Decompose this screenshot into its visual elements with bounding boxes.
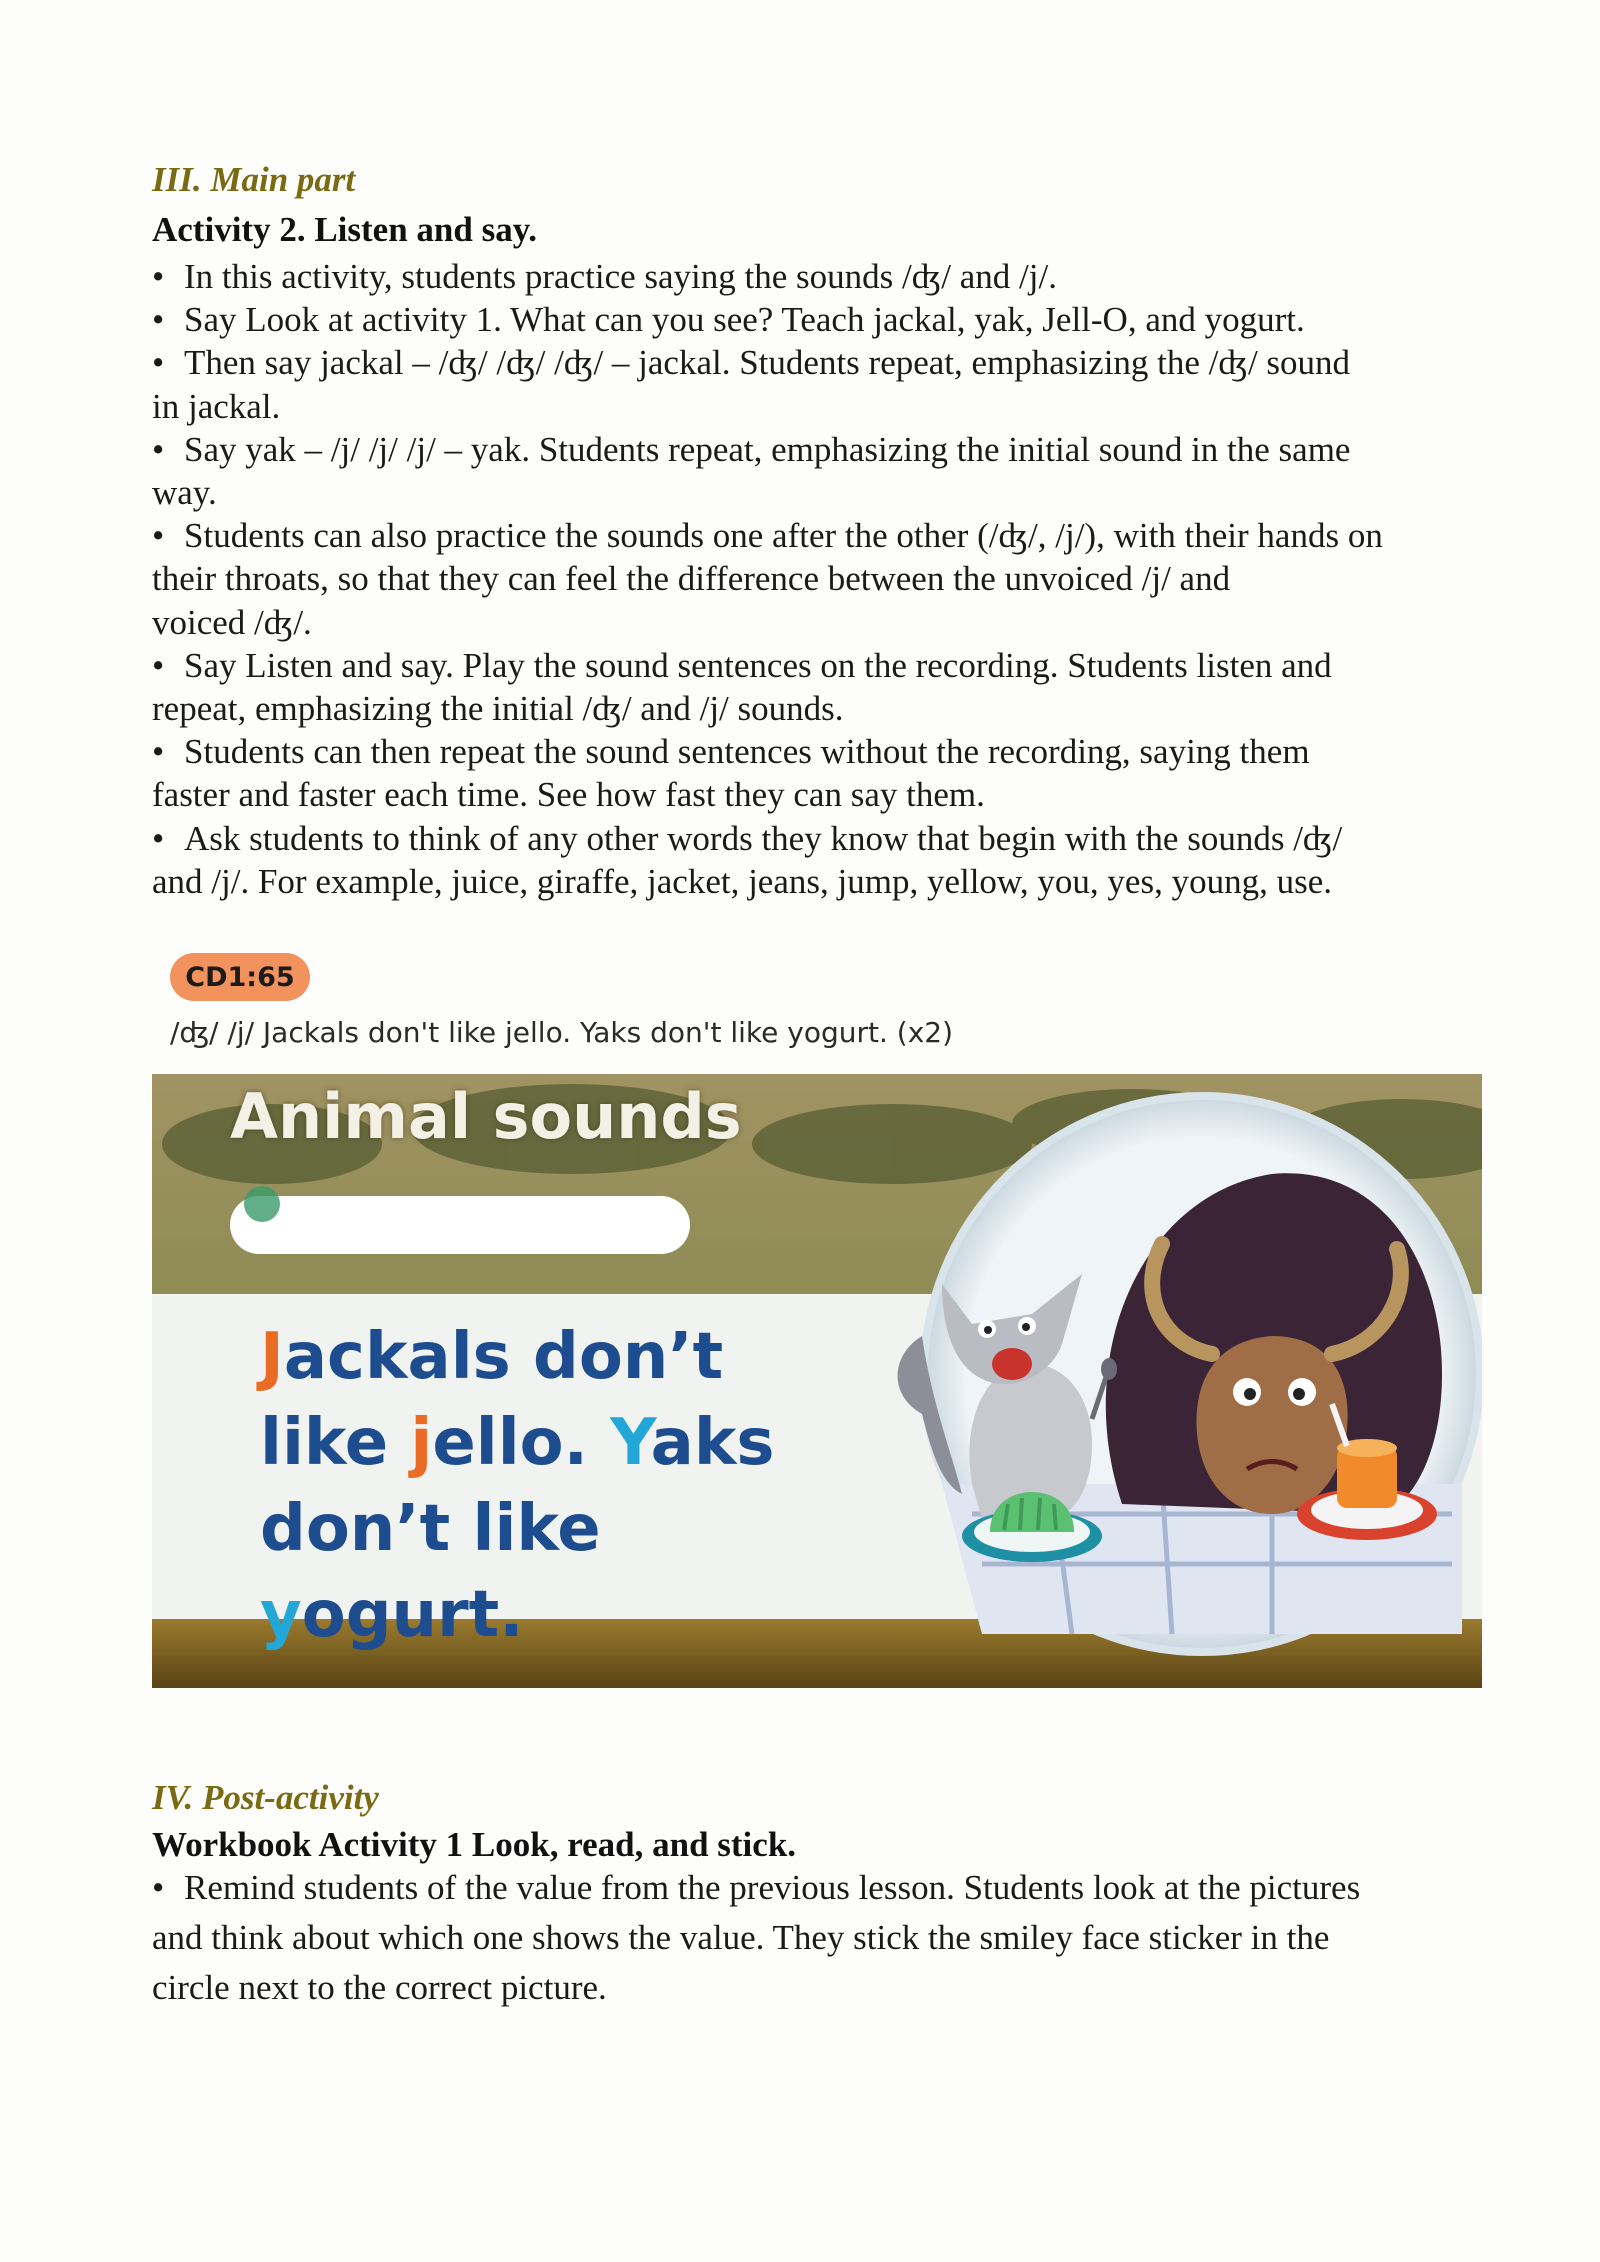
text-line: • Say yak – /j/ /j/ /j/ – yak. Students repeat, emphasizing the initial sound in the same: [152, 428, 1492, 471]
text-line: way.: [152, 473, 217, 513]
sentence-part: ello.: [432, 1406, 611, 1480]
text-line: and /j/. For example, juice, giraffe, jacket, jeans, jump, yellow, you, yes, young, use.: [152, 861, 1332, 901]
sound-sentence: [260, 1314, 860, 1658]
green-dot-icon: [244, 1186, 280, 1222]
bullet-icon: •: [152, 732, 165, 772]
audio-track-badge: CD1:65: [170, 953, 310, 1001]
text-line: • Then say jackal – /ʤ/ /ʤ/ /ʤ/ – jackal. Students repeat, emphasizing the /ʤ/ sound: [152, 341, 1492, 384]
bullet-icon: •: [152, 516, 165, 556]
sound-sentence-illustration: [152, 1074, 1482, 1688]
sentence-part: J: [260, 1320, 284, 1394]
bullet-icon: •: [152, 1868, 165, 1907]
post-activity-heading: IV. Post-activity: [152, 1778, 379, 1817]
sentence-part: j: [410, 1406, 433, 1480]
text-line: faster and faster each time. See how fast they can say them.: [152, 775, 985, 815]
text-line: their throats, so that they can feel the difference between the unvoiced /j/ and: [152, 559, 1231, 599]
workbook-activity-title: Workbook Activity 1 Look, read, and stick.: [152, 1825, 797, 1864]
post-activity-body: [152, 1863, 1492, 2013]
text-line: circle next to the correct picture.: [152, 1968, 607, 2007]
sentence-part: aks don’t like: [260, 1406, 775, 1566]
bullet-icon: •: [152, 429, 165, 469]
text-line: in jackal.: [152, 386, 281, 426]
text-line: repeat, emphasizing the initial /ʤ/ and /j/ sounds.: [152, 689, 844, 729]
blank-label-pill: [230, 1196, 690, 1254]
text-line: • In this activity, students practice saying the sounds /ʤ/ and /j/.: [152, 255, 1492, 298]
sentence-part: y: [260, 1578, 302, 1652]
audio-transcript: /ʤ/ /j/ Jackals don't like jello. Yaks don't like yogurt. (x2): [170, 1016, 954, 1049]
sentence-part: ackals don’t like: [260, 1320, 724, 1480]
bullet-icon: •: [152, 818, 165, 858]
main-part-body: [152, 255, 1492, 903]
text-line: • Say Listen and say. Play the sound sentences on the recording. Students listen and: [152, 644, 1492, 687]
text-line: • Say Look at activity 1. What can you see? Teach jackal, yak, Jell-O, and yogurt.: [152, 298, 1492, 341]
text-line: • Ask students to think of any other words they know that begin with the sounds /ʤ/: [152, 817, 1492, 860]
bullet-icon: •: [152, 343, 165, 383]
text-line: and think about which one shows the value. They stick the smiley face sticker in the: [152, 1918, 1330, 1957]
bullet-icon: •: [152, 257, 165, 296]
text-line: • Students can then repeat the sound sentences without the recording, saying them: [152, 730, 1492, 773]
banner-title: Animal sounds: [230, 1080, 742, 1153]
sentence-part: ogurt.: [301, 1578, 524, 1652]
text-line: • Students can also practice the sounds one after the other (/ʤ/, /j/), with their hands on: [152, 514, 1492, 557]
text-line: • Remind students of the value from the previous lesson. Students look at the pictures: [152, 1863, 1492, 1913]
bullet-icon: •: [152, 300, 165, 340]
main-part-heading: III. Main part: [152, 160, 356, 199]
activity-2-title: Activity 2. Listen and say.: [152, 210, 538, 249]
bullet-icon: •: [152, 645, 165, 685]
sentence-part: Y: [610, 1406, 651, 1480]
text-line: voiced /ʤ/.: [152, 602, 312, 642]
